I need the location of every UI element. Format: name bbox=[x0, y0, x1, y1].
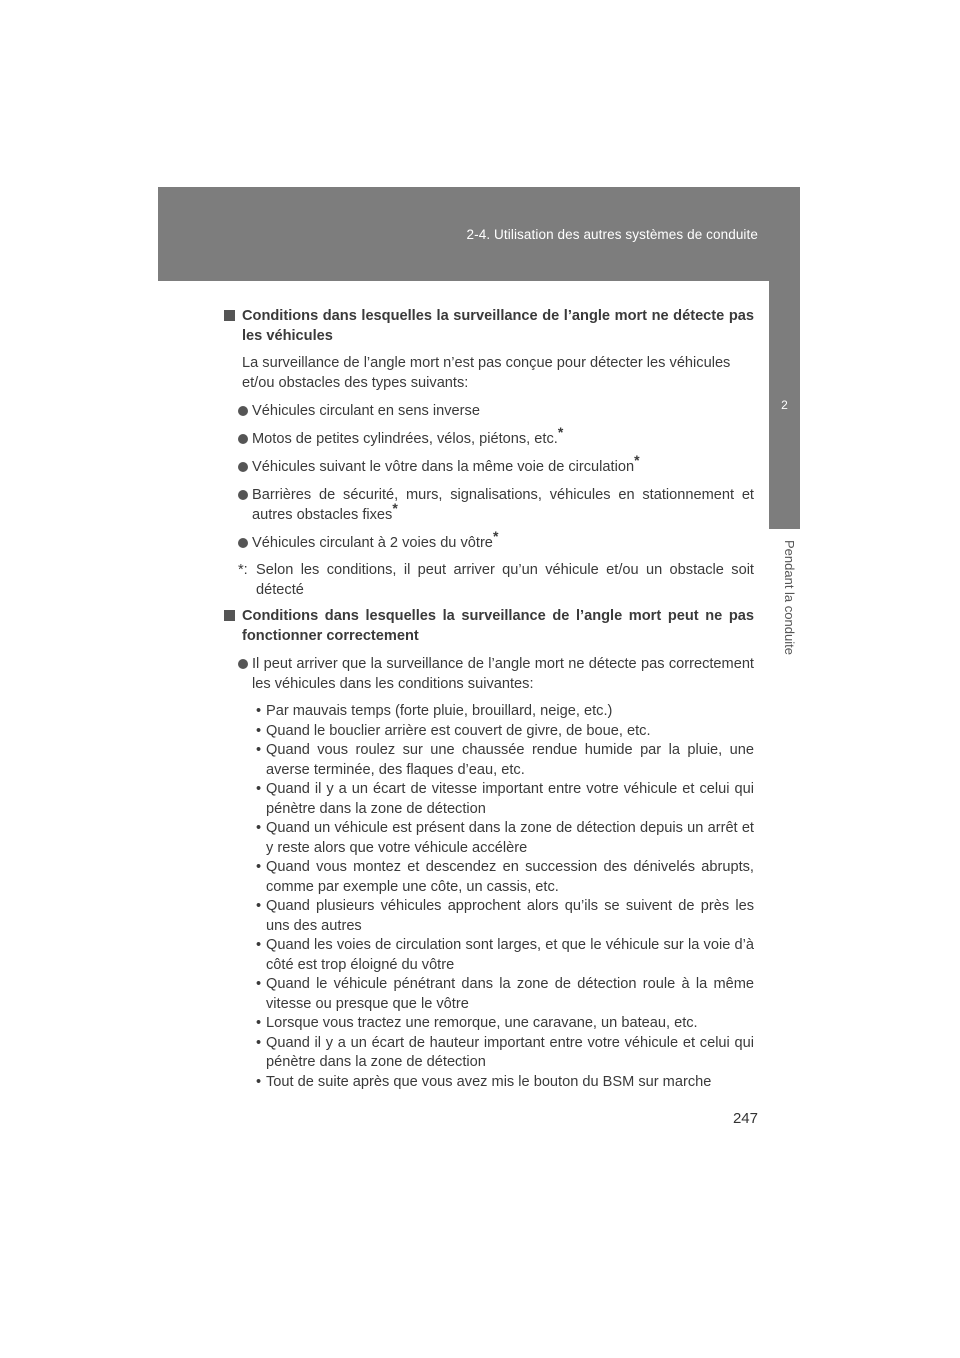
bullet-icon: • bbox=[256, 722, 262, 739]
list-item: • Lorsque vous tractez une remorque, une caravane, un bateau, etc. bbox=[252, 1014, 754, 1034]
bullet-icon: • bbox=[256, 1034, 262, 1051]
chapter-tab bbox=[769, 281, 800, 529]
bullet-icon: • bbox=[256, 898, 262, 914]
bullet-icon: • bbox=[256, 781, 262, 797]
list-item: Il peut arriver que la surveillance de l’angle mort ne détecte pas correctement les véhicules dans les conditions suivantes: bbox=[224, 654, 754, 694]
bullet-icon: • bbox=[256, 820, 262, 836]
square-bullet-icon bbox=[224, 610, 235, 621]
chapter-number: 2 bbox=[781, 398, 788, 412]
list-item: • Quand le véhicule pénétrant dans la zone de détection roule à la même vitesse ou presque que le vôtre bbox=[256, 976, 754, 1012]
bullet-icon: • bbox=[256, 1073, 262, 1090]
section-header-title: 2-4. Utilisation des autres systèmes de conduite bbox=[466, 227, 758, 242]
section-heading: Conditions dans lesquelles la surveillance de l’angle mort ne détecte pas les véhicules bbox=[224, 306, 754, 346]
footnote-star: * bbox=[557, 424, 564, 440]
list-item: • Quand le bouclier arrière est couvert de givre, de boue, etc. bbox=[252, 722, 754, 742]
bullet-icon: • bbox=[256, 1015, 262, 1031]
header-band bbox=[158, 187, 800, 281]
circle-bullet-icon bbox=[238, 434, 248, 444]
list-item: Motos de petites cylindrées, vélos, piétons, etc.* bbox=[224, 429, 754, 449]
condition-list bbox=[224, 702, 754, 1092]
bullet-icon: • bbox=[256, 937, 262, 953]
circle-bullet-icon bbox=[238, 659, 248, 669]
footnote-mark: *: bbox=[238, 562, 248, 578]
footnote-star: * bbox=[392, 500, 398, 516]
list-item: Véhicules circulant à 2 voies du vôtre* bbox=[224, 533, 754, 553]
section-heading: Conditions dans lesquelles la surveillance de l’angle mort peut ne pas fonctionner correctement bbox=[224, 606, 754, 646]
footnote: *: Selon les conditions, il peut arriver qu’un véhicule et/ou un obstacle soit détecté bbox=[238, 562, 754, 598]
list-item: • Tout de suite après que vous avez mis le bouton du BSM sur marche bbox=[252, 1073, 754, 1093]
footnote-star: * bbox=[634, 452, 640, 468]
section-intro: La surveillance de l’angle mort n’est pas conçue pour détecter les véhicules et/ou obstacles des types suivants: bbox=[242, 355, 731, 391]
footnote-star: * bbox=[492, 528, 499, 544]
list-item: • Par mauvais temps (forte pluie, brouillard, neige, etc.) bbox=[252, 702, 754, 722]
circle-bullet-icon bbox=[238, 490, 248, 500]
list-item: Barrières de sécurité, murs, signalisations, véhicules en stationnement et autres obstacles fixes* bbox=[224, 485, 754, 525]
bullet-icon: • bbox=[256, 703, 262, 719]
list-item: • Quand plusieurs véhicules approchent alors qu’ils se suivent de près les uns des autres bbox=[256, 898, 754, 934]
list-item: • Quand il y a un écart de vitesse important entre votre véhicule et celui qui pénètre dans la zone de détection bbox=[256, 781, 754, 817]
page-content bbox=[224, 306, 754, 1092]
list-item: • Quand vous roulez sur une chaussée rendue humide par la pluie, une averse terminée, des flaques d’eau, etc. bbox=[256, 742, 754, 778]
page-number: 247 bbox=[732, 1110, 758, 1127]
list-item: • Quand il y a un écart de hauteur important entre votre véhicule et celui qui pénètre dans la zone de détection bbox=[256, 1034, 754, 1070]
bullet-icon: • bbox=[256, 742, 262, 758]
bullet-icon: • bbox=[256, 976, 262, 992]
list-item: • Quand vous montez et descendez en succession des dénivelés abrupts, comme par exemple une côte, un cassis, etc. bbox=[256, 859, 754, 895]
square-bullet-icon bbox=[224, 310, 235, 321]
list-item: Véhicules circulant en sens inverse bbox=[224, 401, 754, 421]
chapter-label: Pendant la conduite bbox=[782, 540, 797, 655]
list-item: • Quand les voies de circulation sont larges, et que le véhicule sur la voie d’à côté est trop éloigné du vôtre bbox=[256, 937, 754, 973]
circle-bullet-icon bbox=[238, 462, 248, 472]
circle-bullet-icon bbox=[238, 406, 248, 416]
list-item: Véhicules suivant le vôtre dans la même voie de circulation* bbox=[224, 457, 754, 477]
circle-bullet-icon bbox=[238, 538, 248, 548]
bullet-icon: • bbox=[256, 859, 262, 875]
list-item: • Quand un véhicule est présent dans la zone de détection depuis un arrêt et y reste alors que votre véhicule accélère bbox=[256, 820, 754, 856]
